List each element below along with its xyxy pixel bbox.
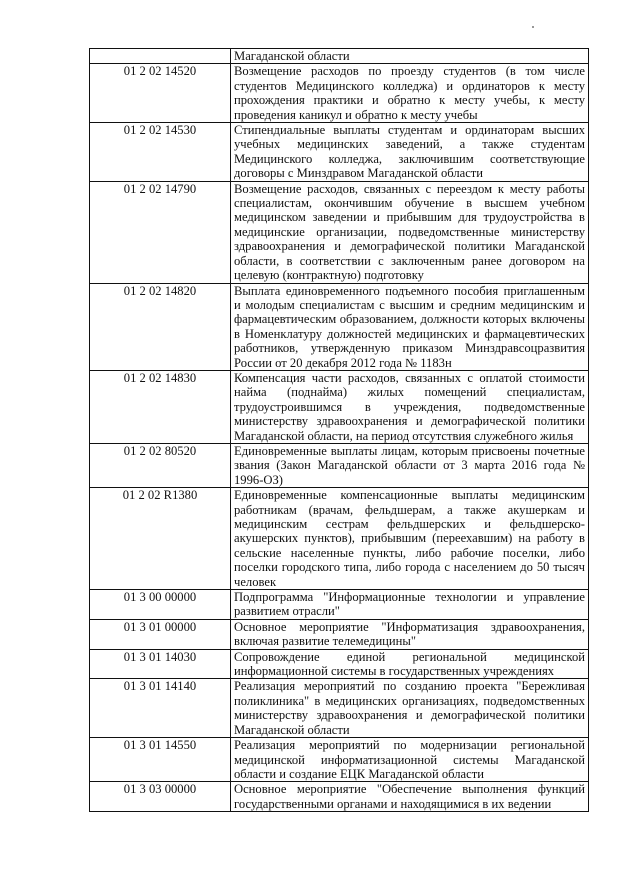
description-cell: Магаданской области — [231, 49, 589, 64]
description-cell: Основное мероприятие "Информатизация здравоохранения, включая развитие телемедицины" — [231, 619, 589, 649]
table-row — [90, 590, 589, 620]
code-cell: 01 3 03 00000 — [90, 782, 231, 812]
table-row — [90, 370, 589, 443]
code-cell: 01 2 02 80520 — [90, 443, 231, 487]
table-row — [90, 283, 589, 370]
code-cell: 01 3 01 14550 — [90, 738, 231, 782]
description-cell: Реализация мероприятий по модернизации региональной медицинской информатизационной системы Магаданской области и создание ЕЦК Магаданской области — [231, 738, 589, 782]
description-cell: Реализация мероприятий по созданию проекта "Бережливая поликлиника" в медицинских организациях, подведомственных министерству здравоохранения и демографической политики Магаданской области — [231, 679, 589, 738]
description-cell: Подпрограмма "Информационные технологии и управление развитием отрасли" — [231, 590, 589, 620]
table-row — [90, 738, 589, 782]
table-row — [90, 782, 589, 812]
description-cell: Единовременные компенсационные выплаты медицинским работникам (врачам, фельдшерам, а также акушеркам и медицинским сестрам фельдшерских и фельдшерско-акушерских пунктов), прибывшим (переехавшим) на работу в сельские населенные пункты, либо рабочие поселки, либо поселки городского типа, либо города с населением до 50 тысяч человек — [231, 488, 589, 590]
description-cell: Возмещение расходов по проезду студентов (в том числе студентов Медицинского колледжа) и ординаторов к месту прохождения практики и обратно к месту учебы, к месту проведения каникул и обратно к месту учебы — [231, 64, 589, 123]
table-row — [90, 488, 589, 590]
table-row — [90, 649, 589, 679]
code-cell: 01 2 02 14830 — [90, 370, 231, 443]
description-cell: Выплата единовременного подъемного пособия приглашенным и молодым специалистам с высшим и средним медицинским и фармацевтическим образованием, должности которых включены в Номенклатуру должностей медицинских и фармацевтических работников, утвержденную приказом Минздравсоцразвития России от 20 декабря 2012 года № 1183н — [231, 283, 589, 370]
code-cell: 01 3 01 14140 — [90, 679, 231, 738]
description-cell: Компенсация части расходов, связанных с оплатой стоимости найма (поднайма) жилых помещений специалистам, трудоустроившимся в учреждения, подведомственные министерству здравоохранения и демографической политики Магаданской области, на период отсутствия служебного жилья — [231, 370, 589, 443]
code-cell — [90, 49, 231, 64]
code-cell: 01 2 02 R1380 — [90, 488, 231, 590]
code-cell: 01 3 01 00000 — [90, 619, 231, 649]
code-cell: 01 2 02 14790 — [90, 181, 231, 283]
description-cell: Единовременные выплаты лицам, которым присвоены почетные звания (Закон Магаданской области от 3 марта 2016 года № 1996-ОЗ) — [231, 443, 589, 487]
table-row — [90, 64, 589, 123]
description-cell: Возмещение расходов, связанных с переездом к месту работы специалистам, окончившим обучение в высшем учебном медицинском заведении и прибывшим для трудоустройства в медицинские организации, подведомственные министерству здравоохранения и демографической политики Магаданской области, в соответствии с заключенным ранее договором на целевую (контрактную) подготовку — [231, 181, 589, 283]
description-cell: Сопровождение единой региональной медицинской информационной системы в государственных учреждениях — [231, 649, 589, 679]
budget-codes-table — [89, 48, 589, 812]
table-body — [90, 49, 589, 812]
table-row — [90, 49, 589, 64]
code-cell: 01 3 00 00000 — [90, 590, 231, 620]
description-cell: Стипендиальные выплаты студентам и ординаторам высших учебных медицинских заведений, а также студентам Медицинского колледжа, заключившим соответствующие договоры с Минздравом Магаданской области — [231, 123, 589, 182]
scan-dot — [532, 26, 534, 28]
table-row — [90, 679, 589, 738]
code-cell: 01 2 02 14520 — [90, 64, 231, 123]
description-cell: Основное мероприятие "Обеспечение выполнения функций государственными органами и находящимися в их ведении — [231, 782, 589, 812]
table-row — [90, 619, 589, 649]
code-cell: 01 2 02 14820 — [90, 283, 231, 370]
code-cell: 01 3 01 14030 — [90, 649, 231, 679]
table-row — [90, 123, 589, 182]
code-cell: 01 2 02 14530 — [90, 123, 231, 182]
table-row — [90, 181, 589, 283]
table-row — [90, 443, 589, 487]
